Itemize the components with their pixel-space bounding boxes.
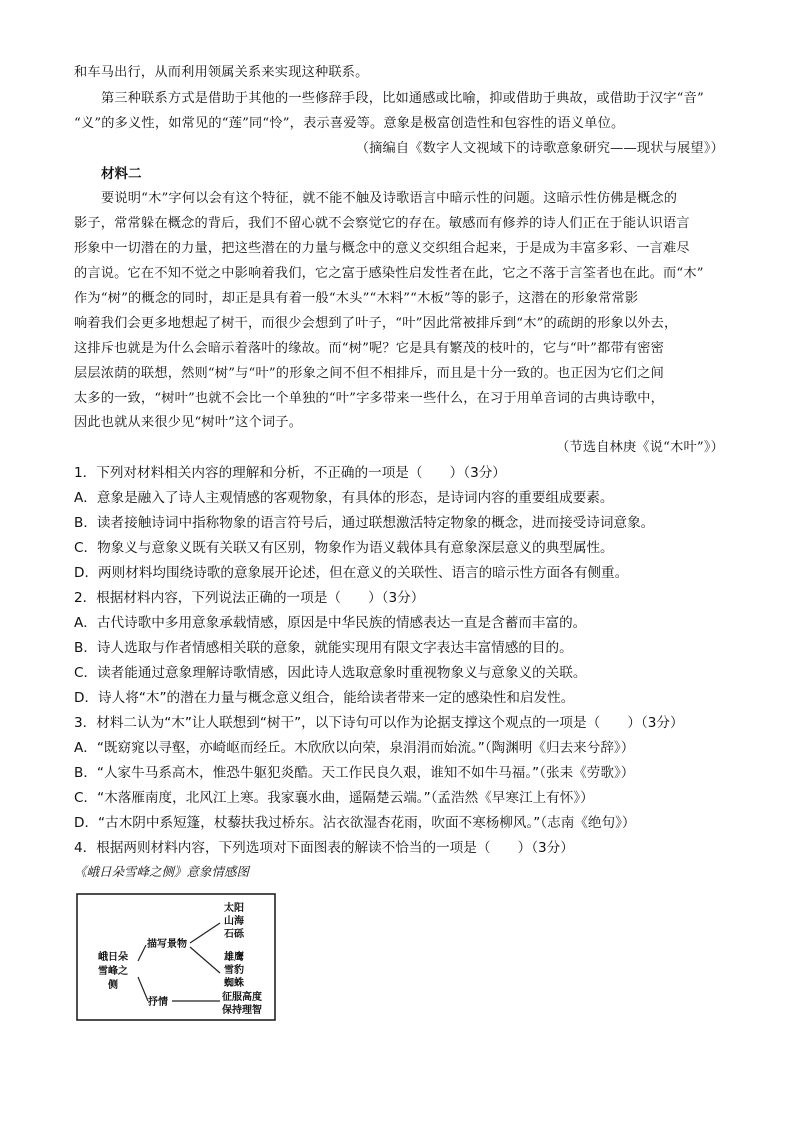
material1-line: 第三种联系方式是借助于其他的一些修辞手段，比如通感或比喻，抑或借助于典故，或借助于汉字“音” xyxy=(101,91,704,106)
material2-line: 形象中一切潜在的力量，把这些潜在的力量与概念中的意义交织组合起来，于是成为丰富多彩、一言难尽 xyxy=(74,241,690,256)
material2-line: 作为“树”的概念的同时，却正是具有着一般“木头”“木料”“木板”等的影子，这潜在的形象常常影 xyxy=(74,291,639,306)
material2-line: 响着我们会更多地想起了树干，而很少会想到了叶子，“叶”因此常被排斥到“木”的疏朗的形象以外去， xyxy=(74,316,678,331)
question-3-stem: 3．材料二认为“木”让人联想到“树干”，以下诗句可以作为论据支撑这个观点的一项是（ ）（3分） xyxy=(74,715,684,731)
question-1-option-d[interactable]: D．两则材料均围绕诗歌的意象展开论述，但在意义的关联性、语言的暗示性方面各有侧重。 xyxy=(74,565,629,581)
question-4-stem: 4．根据两则材料内容，下列选项对下面图表的解读不恰当的一项是（ ）（3分） xyxy=(74,840,574,856)
question-3-option-b[interactable]: B．“人家牛马系高木，惟恐牛躯犯炎酷。天工作民良久艰，谁知不如牛马福。”（张耒《劳歌》） xyxy=(74,765,635,781)
diagram-leaf: 雪豹 xyxy=(224,965,244,976)
question-3-option-a[interactable]: A．“既窈窕以寻壑，亦崎岖而经丘。木欣欣以向荣，泉涓涓而始流。”（陶渊明《归去来兮辞》） xyxy=(74,740,635,756)
diagram-leaf: 石砾 xyxy=(224,929,244,940)
imagery-emotion-diagram xyxy=(76,893,276,1021)
material2-line: 要说明“木”字何以会有这个特征，就不能不触及诗歌语言中暗示性的问题。这暗示性仿佛是概念的 xyxy=(101,191,678,206)
material2-line: 太多的一致，“树叶”也就不会比一个单独的“叶”字多带来一些什么，在习于用单音词的古典诗歌中， xyxy=(74,391,665,406)
question-1-option-c[interactable]: C．物象义与意象义既有关联又有区别，物象作为语义载体具有意象深层意义的典型属性。 xyxy=(74,540,614,556)
diagram-root-line: 雪峰之 xyxy=(98,966,128,977)
material2-line: 的言说。它在不知不觉之中影响着我们，它之富于感染性启发性者在此，它之不落于言筌者也在此。而“木” xyxy=(74,266,704,281)
question-3-option-d[interactable]: D．“古木阴中系短篷，杖藜扶我过桥东。沾衣欲湿杏花雨，吹面不寒杨柳风。”（志南《绝句》） xyxy=(74,815,636,831)
question-2-option-a[interactable]: A．古代诗歌中多用意象承载情感，原因是中华民族的情感表达一直是含蓄而丰富的。 xyxy=(74,615,587,631)
material2-title: 材料二 xyxy=(101,166,142,182)
question-3-option-c[interactable]: C．“木落雁南度，北风江上寒。我家襄水曲，遥隔楚云端。”（孟浩然《早寒江上有怀》） xyxy=(74,790,594,806)
material2-line: 因此也就从来很少见“树叶”这个词子。 xyxy=(74,415,303,430)
diagram-leaf: 雄鹰 xyxy=(224,952,244,963)
material1-line: 和车马出行，从而利用领属关系来实现这种联系。 xyxy=(74,65,369,80)
diagram-branch-scenery: 描写景物 xyxy=(147,939,187,950)
diagram-caption: 《峨日朵雪峰之侧》意象情感图 xyxy=(74,864,250,879)
material1-source: （摘编自《数字人文视域下的诗歌意象研究——现状与展望》） xyxy=(355,141,724,156)
material2-line: 这排斥也就是为什么会暗示着落叶的缘故。而“树”呢？它是具有繁茂的枝叶的，它与“叶”都带有密密 xyxy=(74,341,665,356)
material2-source: （节选自林庚《说“木叶”》） xyxy=(556,440,724,455)
question-1-option-b[interactable]: B．读者接触诗词中指称物象的语言符号后，通过联想激活特定物象的概念，进而接受诗词意象。 xyxy=(74,515,655,531)
diagram-root-line: 侧 xyxy=(108,980,118,991)
question-1-stem: 1．下列对材料相关内容的理解和分析，不正确的一项是（ ）（3分） xyxy=(74,465,506,481)
material1-line: “义”的多义性，如常见的“莲”同“怜”，表示喜爱等。意象是极富创造性和包容性的语义单位。 xyxy=(74,116,625,131)
diagram-leaf: 保持理智 xyxy=(222,1005,262,1016)
diagram-leaf: 蜘蛛 xyxy=(224,978,244,989)
question-2-stem: 2．根据材料内容，下列说法正确的一项是（ ）（3分） xyxy=(74,590,425,606)
material2-line: 层层浓荫的联想，然则“树”与“叶”的形象之间不但不相排斥，而且是十分一致的。也正因为它们之间 xyxy=(74,366,665,381)
question-2-option-d[interactable]: D．诗人将“木”的潜在力量与概念意义组合，能给读者带来一定的感染性和启发性。 xyxy=(74,690,575,706)
question-1-option-a[interactable]: A．意象是融入了诗人主观情感的客观物象，有具体的形态，是诗词内容的重要组成要素。 xyxy=(74,490,614,506)
question-2-option-c[interactable]: C．读者能通过意象理解诗歌情感，因此诗人选取意象时重视物象义与意象义的关联。 xyxy=(74,665,587,681)
material2-line: 影子，常常躲在概念的背后，我们不留心就不会察觉它的存在。敏感而有修养的诗人们正在于能认识语言 xyxy=(74,216,690,231)
diagram-leaf: 太阳 xyxy=(224,903,244,914)
diagram-leaf: 山海 xyxy=(224,916,244,927)
question-2-option-b[interactable]: B．诗人选取与作者情感相关联的意象，就能实现用有限文字表达丰富情感的目的。 xyxy=(74,640,573,656)
diagram-branch-emotion: 抒情 xyxy=(148,997,168,1008)
diagram-root-line: 峨日朵 xyxy=(98,952,128,963)
diagram-leaf: 征服高度 xyxy=(222,992,262,1003)
